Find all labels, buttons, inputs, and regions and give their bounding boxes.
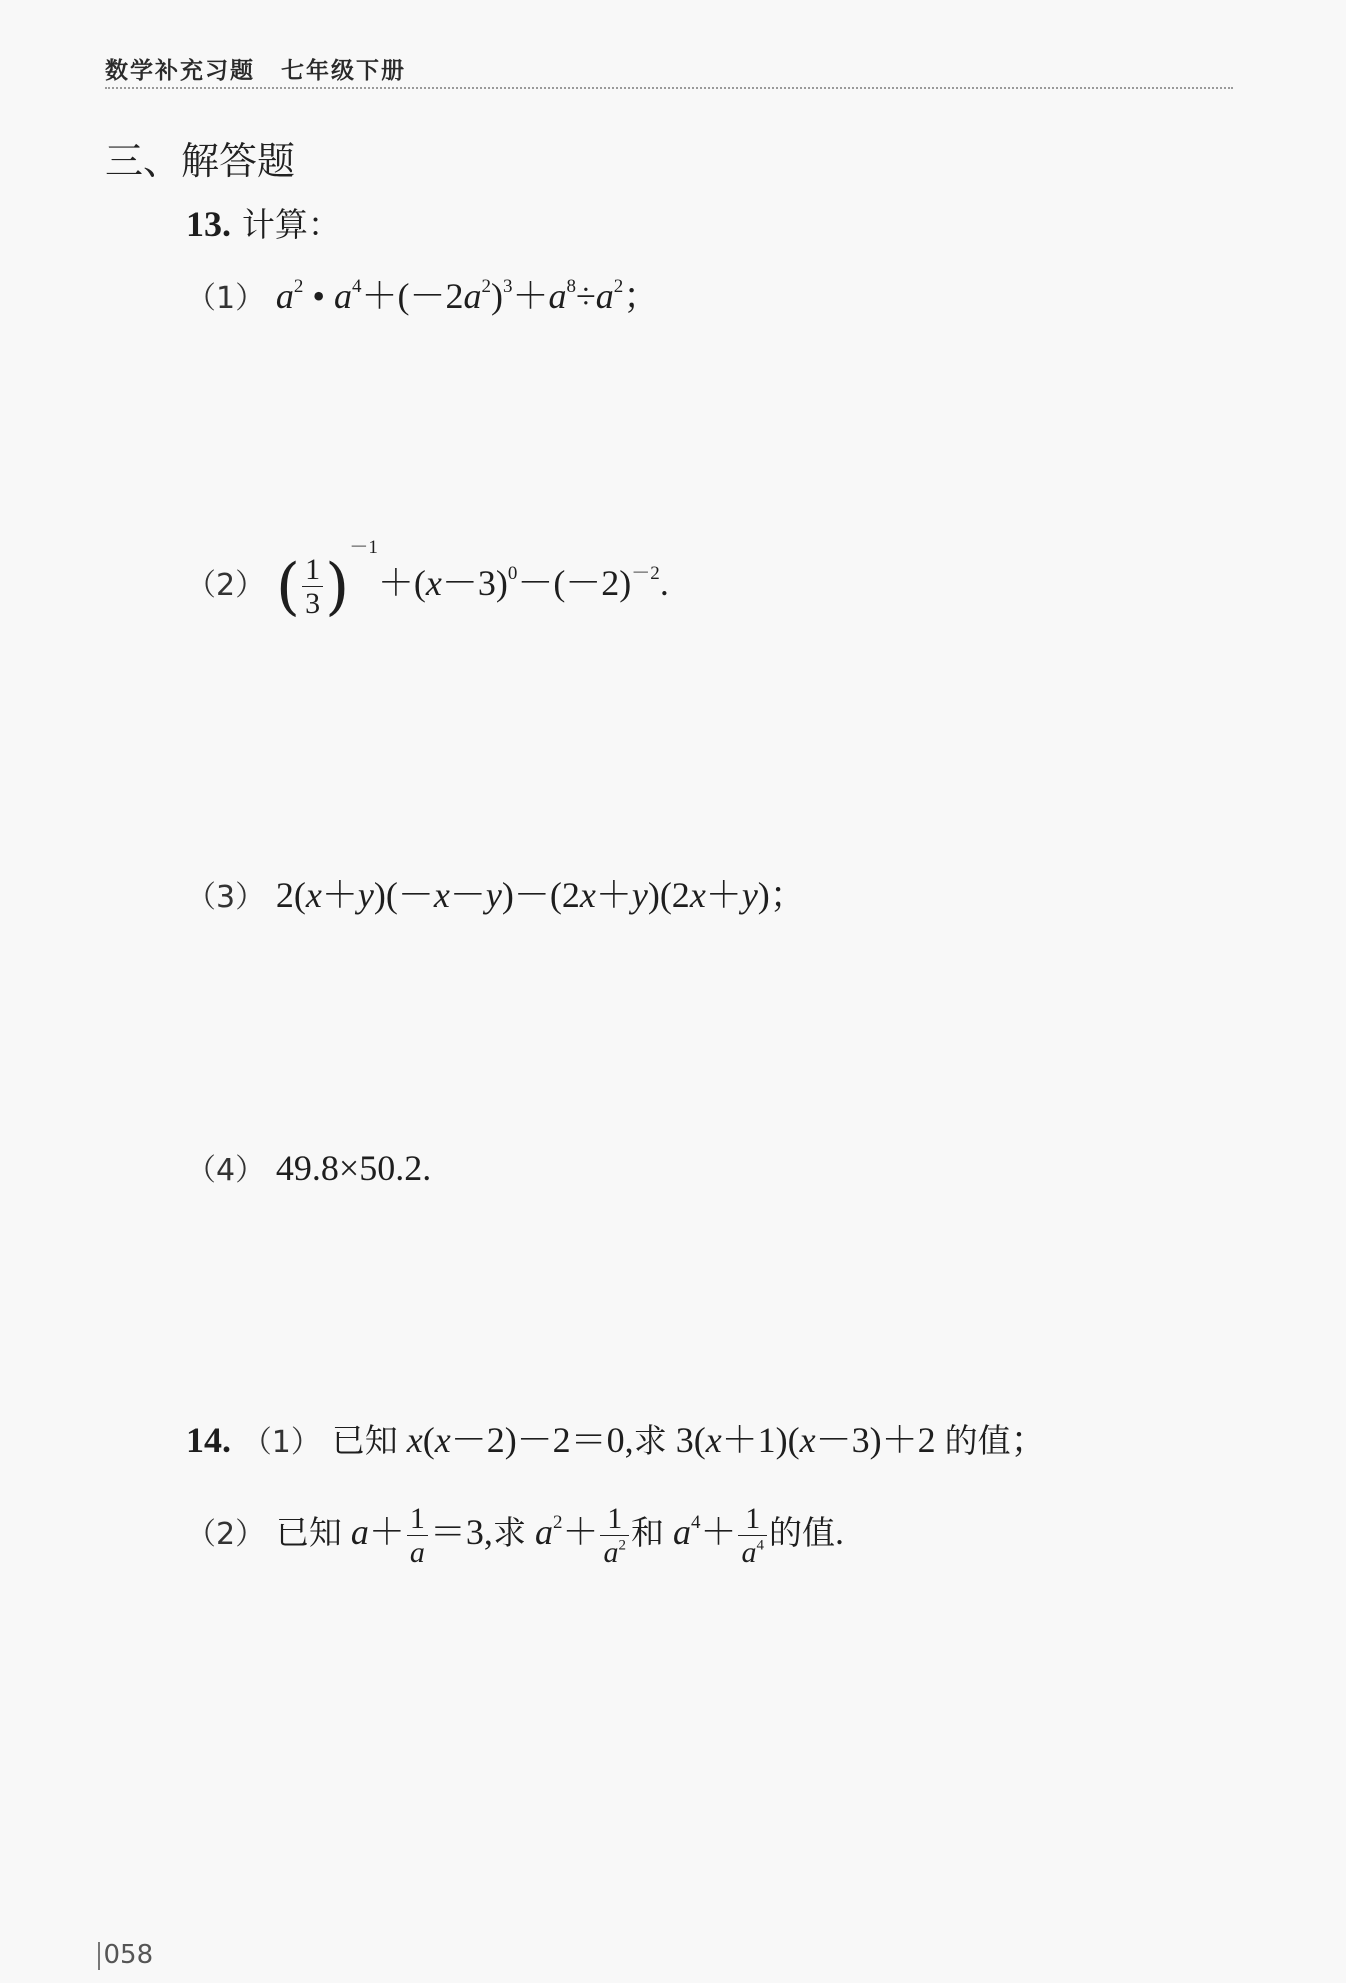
part-label: （2）: [186, 1516, 266, 1552]
expression: $a^2$ • $a^4+(-2a^2)^3+a^8\div a^2$；: [275, 275, 660, 316]
question-number: 14.: [186, 1420, 231, 1460]
part-label: （1）: [186, 281, 266, 316]
page-number: 058: [98, 1940, 153, 1970]
part-label: （2）: [186, 567, 266, 603]
expression: 已知 x(x－2)－2＝0,求 3(x＋1)(x－3)＋2 的值；: [331, 1420, 1047, 1460]
expression: ( $\frac{1}{3}$ )$^{-1}+(x-3)^0-(-2)^{-2}$.: [275, 537, 669, 623]
header-divider: [105, 87, 1233, 89]
part-label: （4）: [186, 1153, 266, 1188]
q13-part-1: [186, 275, 660, 316]
question-number: 13.: [186, 204, 231, 244]
question-13-heading: [186, 206, 341, 242]
grade-label: 七年级下册: [281, 58, 406, 84]
q13-part-3: [186, 877, 806, 913]
q13-part-2: [186, 537, 669, 623]
q14-part-2: [186, 1502, 844, 1569]
book-title: 数学补充习题: [105, 58, 255, 84]
question-instruction: 计算：: [241, 205, 341, 244]
part-label: （1）: [241, 1425, 321, 1460]
expression: 已知 a＋ $\frac{1}{a}$ ＝3,求 $a^2+$ $\frac{1}{a^2}$ 和 $a^4+$ $\frac{1}{a^4}$ 的值.: [275, 1502, 844, 1569]
part-label: （3）: [186, 880, 266, 915]
section-title: 三、解答题: [105, 139, 296, 183]
q14-part-1: [186, 1422, 1047, 1458]
expression: 49.8×50.2.: [275, 1148, 432, 1188]
running-header: [105, 52, 406, 85]
expression: 2(x＋y)(－x－y)－(2x＋y)(2x＋y)；: [275, 875, 806, 915]
q13-part-4: [186, 1150, 431, 1186]
